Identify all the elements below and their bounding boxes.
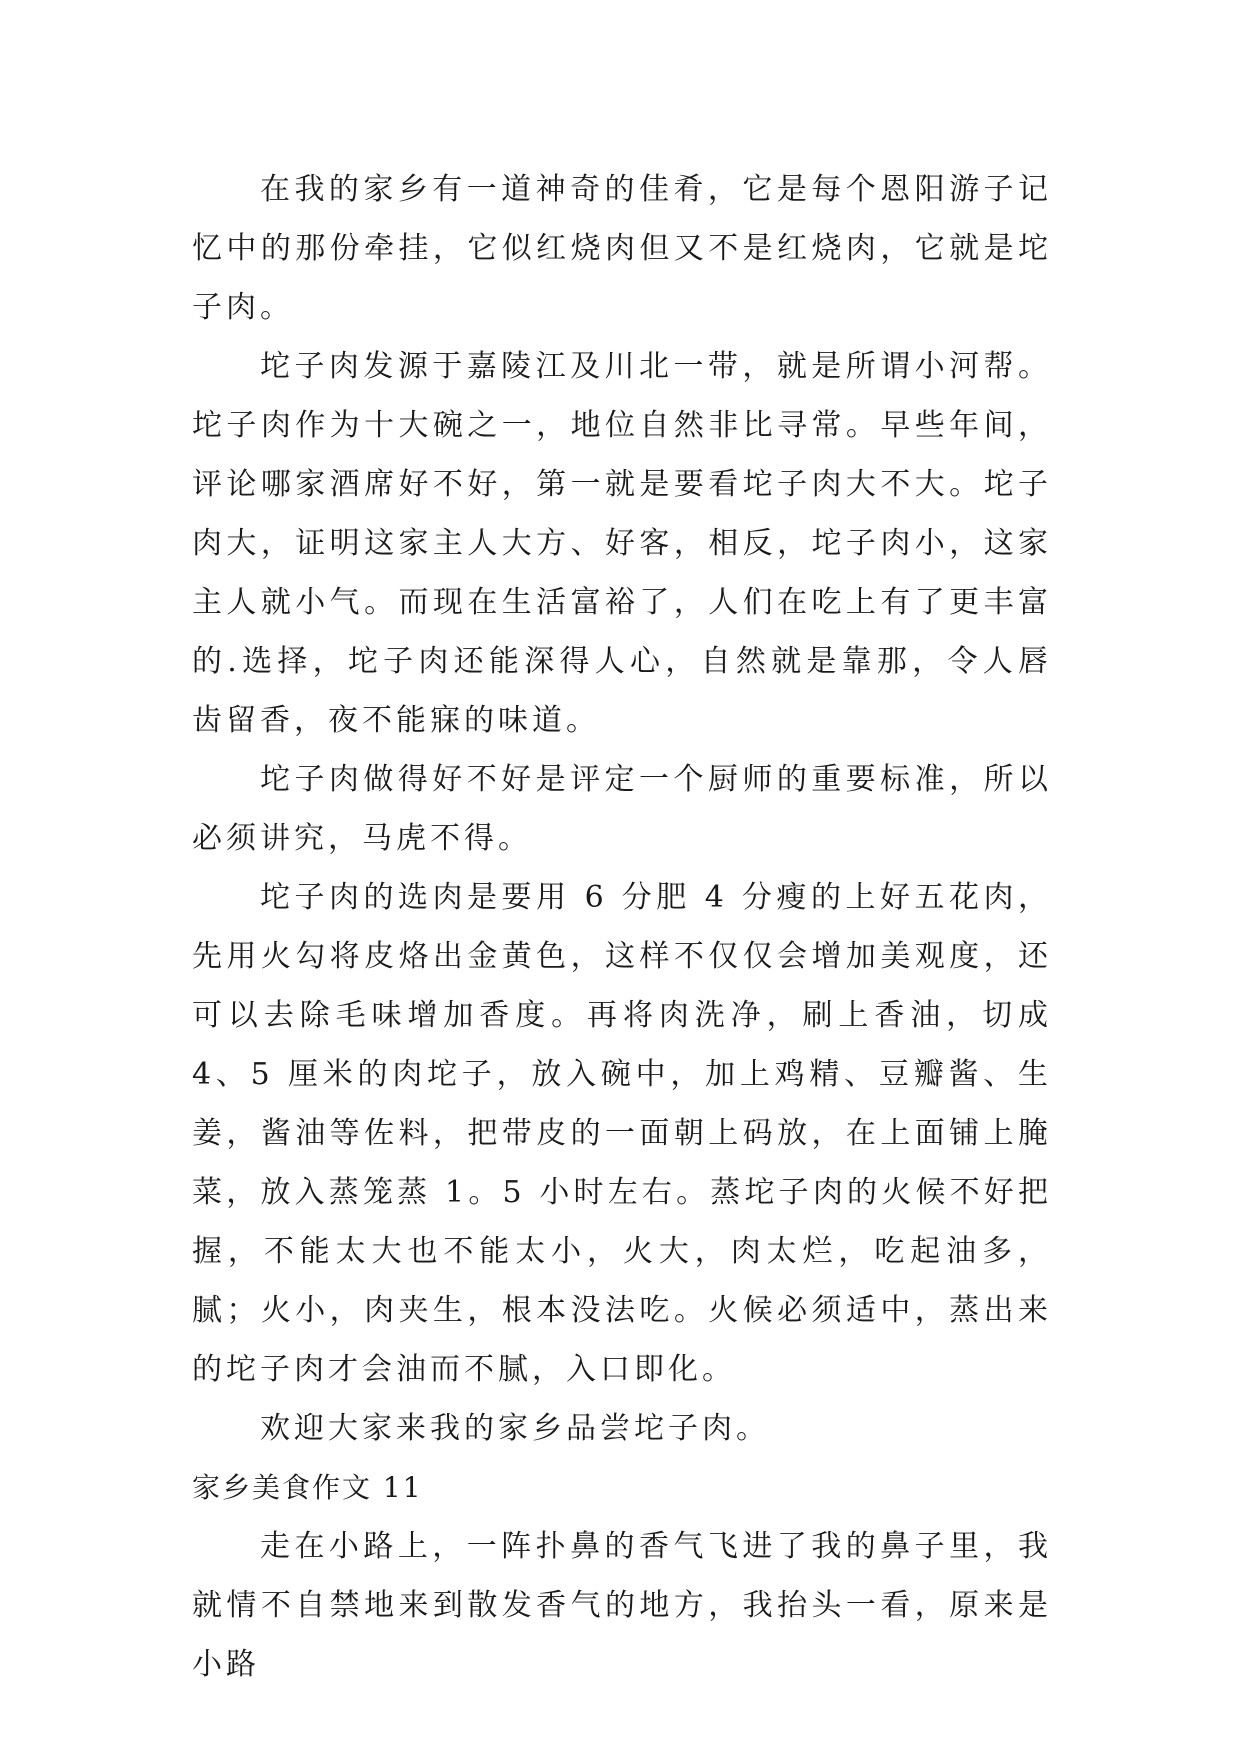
section-title: 家乡美食作文 11: [192, 1471, 423, 1504]
paragraph-next-essay: 走在小路上，一阵扑鼻的香气飞进了我的鼻子里，我就情不自禁地来到散发香气的地方，我抬头一看，原来是小路: [192, 1529, 1052, 1682]
paragraph-recipe: 坨子肉的选肉是要用 6 分肥 4 分瘦的上好五花肉，先用火勾将皮烙出金黄色，这样不仅仅会增加美观度，还可以去除毛味增加香度。再将肉洗净，刷上香油，切成 4、5 厘米的肉坨子，放入碗中，加上鸡精、豆瓣酱、生姜，酱油等佐料，把带皮的一面朝上码放，在上面铺上腌菜，放入蒸笼蒸 1。5 小时左右。蒸坨子肉的火候不好把握，不能太大也不能太小，火大，肉太烂，吃起油多，腻；火小，肉夹生，根本没法吃。火候必须适中，蒸出来的坨子肉才会油而不腻，入口即化。: [192, 880, 1052, 1387]
paragraph-standard: 坨子肉做得好不好是评定一个厨师的重要标准，所以必须讲究，马虎不得。: [192, 762, 1052, 856]
paragraph-intro: 在我的家乡有一道神奇的佳肴，它是每个恩阳游子记忆中的那份牵挂，它似红烧肉但又不是红烧肉，它就是坨子肉。: [192, 172, 1052, 325]
paragraph-origin: 坨子肉发源于嘉陵江及川北一带，就是所谓小河帮。坨子肉作为十大碗之一，地位自然非比寻常。早些年间，评论哪家酒席好不好，第一就是要看坨子肉大不大。坨子肉大，证明这家主人大方、好客，相反，坨子肉小，这家主人就小气。而现在生活富裕了，人们在吃上有了更丰富的.选择，坨子肉还能深得人心，自然就是靠那，令人唇齿留香，夜不能寐的味道。: [192, 349, 1052, 738]
document-body: [192, 160, 1052, 1694]
paragraph-welcome: 欢迎大家来我的家乡品尝坨子肉。: [260, 1411, 770, 1446]
